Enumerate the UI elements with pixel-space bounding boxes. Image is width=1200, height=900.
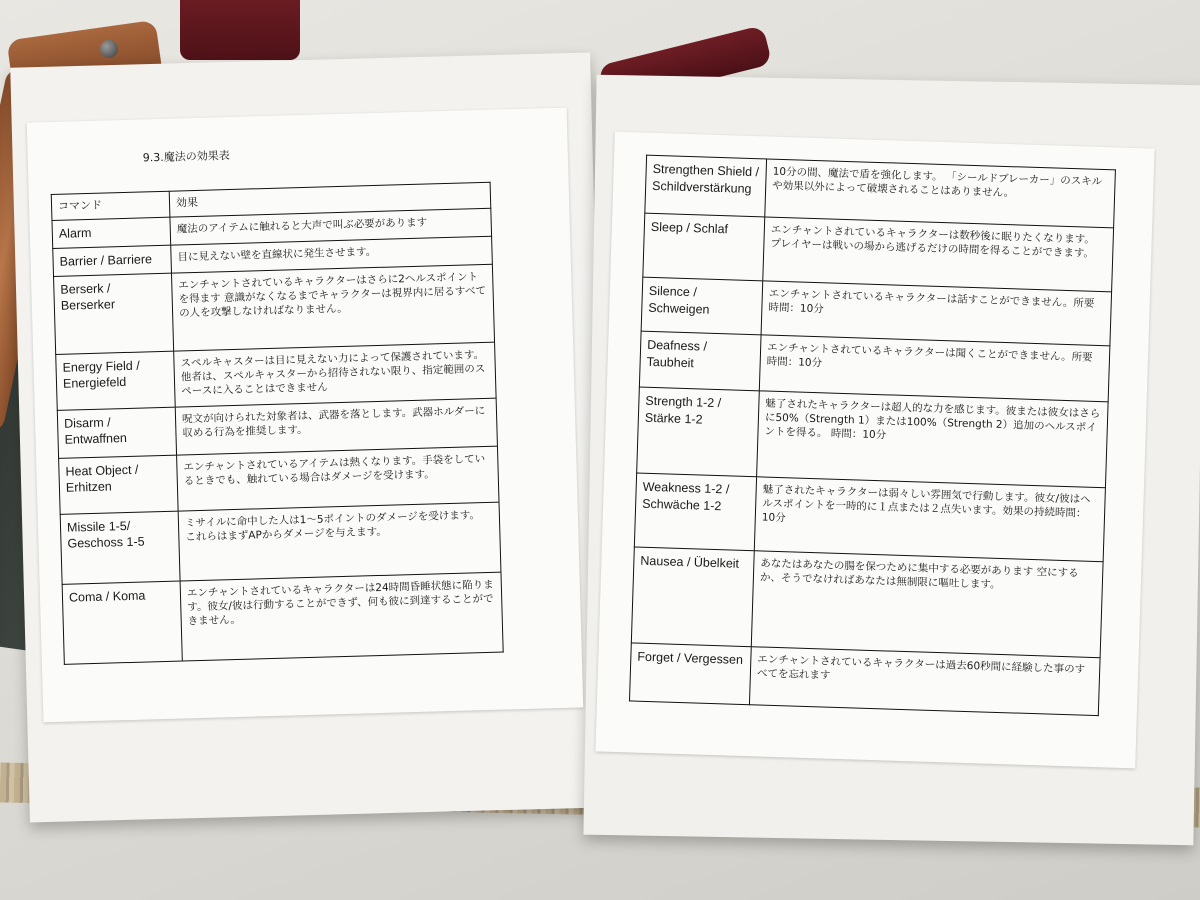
- section-title: 9.3.魔法の効果表: [142, 149, 230, 165]
- right-sheet: [595, 132, 1154, 769]
- table-row: [54, 264, 495, 354]
- table-row: [637, 387, 1108, 488]
- magic-effects-table-right: [629, 155, 1116, 716]
- command-cell: Deafness / Taubheit: [639, 331, 761, 391]
- command-cell: Barrier / Barriere: [53, 245, 172, 276]
- effect-cell: あなたはあなたの腸を保つために集中する必要があります 空にするか、そうでなければあなたは無制限に嘔吐します。: [751, 551, 1103, 658]
- leather-strap: [180, 0, 300, 60]
- effect-cell: 魅了されたキャラクターは超人的な力を感じます。彼または彼女はさらに50%（Strength 1）または100%（Strength 2）追加のヘルスポイントを得る。 時間：10分: [757, 391, 1109, 488]
- effect-cell: エンチャントされているアイテムは熱くなります。手袋をしているときでも、触れている場合はダメージを受けます。: [177, 446, 499, 511]
- command-cell: Disarm / Entwaffnen: [57, 407, 176, 458]
- table-row: [60, 502, 501, 584]
- effect-cell: 魅了されたキャラクターは弱々しい雰囲気で行動します。彼女/彼はヘルスポイントを一時的に１点または２点失います。効果の持続時間：10分: [754, 477, 1105, 562]
- magic-effects-table-left: [51, 182, 504, 665]
- command-cell: Alarm: [52, 217, 171, 248]
- command-cell: Coma / Koma: [62, 581, 182, 664]
- effect-cell: エンチャントされているキャラクターは数秒後に眠りたくなります。 プレイヤーは戦いの場から逃げるだけの時間を得ることができます。: [763, 217, 1114, 292]
- command-cell: Strengthen Shield / Schildverstärkung: [645, 155, 767, 217]
- command-cell: Berserk / Berserker: [54, 273, 174, 354]
- rivet-icon: [100, 40, 118, 58]
- command-cell: Heat Object / Erhitzen: [59, 455, 179, 514]
- header-command: コマンド: [51, 191, 170, 220]
- table-row: [62, 572, 503, 664]
- command-cell: Missile 1-5/ Geschoss 1-5: [60, 511, 180, 584]
- command-cell: Forget / Vergessen: [629, 643, 751, 705]
- effect-cell: エンチャントされているキャラクターは聞くことができません。所要時間：10分: [759, 335, 1110, 402]
- effect-cell: 目に見えない壁を直線状に発生させます。: [171, 236, 493, 273]
- command-cell: Weakness 1-2 / Schwäche 1-2: [634, 473, 756, 551]
- table-row: [631, 547, 1103, 658]
- effect-cell: スペルキャスターは目に見えない力によって保護されています。他者は、スペルキャスターから招待されない限り、指定範囲のスペースに入ることはできません: [174, 342, 496, 407]
- header-effect: 効果: [169, 182, 491, 217]
- effect-cell: エンチャントされているキャラクターはさらに2ヘルスポイントを得ます 意識がなくなるまでキャラクターは視界内に居るすべての人を攻撃しなければなりません。: [171, 264, 494, 351]
- effect-cell: 魔法のアイテムに触れると大声で叫ぶ必要があります: [170, 208, 492, 245]
- effect-cell: 10分の間、魔法で盾を強化します。 「シールドブレーカー」のスキルや効果以外によって破壊されることはありません。: [765, 159, 1116, 228]
- command-cell: Nausea / Übelkeit: [631, 547, 754, 647]
- command-cell: Strength 1-2 / Stärke 1-2: [637, 387, 760, 477]
- effect-cell: エンチャントされているキャラクターは24時間昏睡状態に陥ります。彼女/彼は行動することができず、何も彼に到達することができません。: [180, 572, 503, 661]
- effect-cell: ミサイルに命中した人は1～5ポイントのダメージを受けます。 これらはまずAPからダメージを与えます。: [178, 502, 501, 581]
- command-cell: Energy Field / Energiefeld: [56, 351, 176, 410]
- effect-cell: 呪文が向けられた対象者は、武器を落とします。武器ホルダーに収める行為を推奨します。: [175, 398, 497, 455]
- command-cell: Sleep / Schlaf: [643, 213, 765, 281]
- effect-cell: エンチャントされているキャラクターは過去60秒間に経験した事のすべてを忘れます: [749, 647, 1100, 716]
- command-cell: Silence / Schweigen: [641, 277, 763, 335]
- effect-cell: エンチャントされているキャラクターは話すことができません。所要時間：10分: [761, 281, 1112, 346]
- left-sheet: [27, 108, 584, 723]
